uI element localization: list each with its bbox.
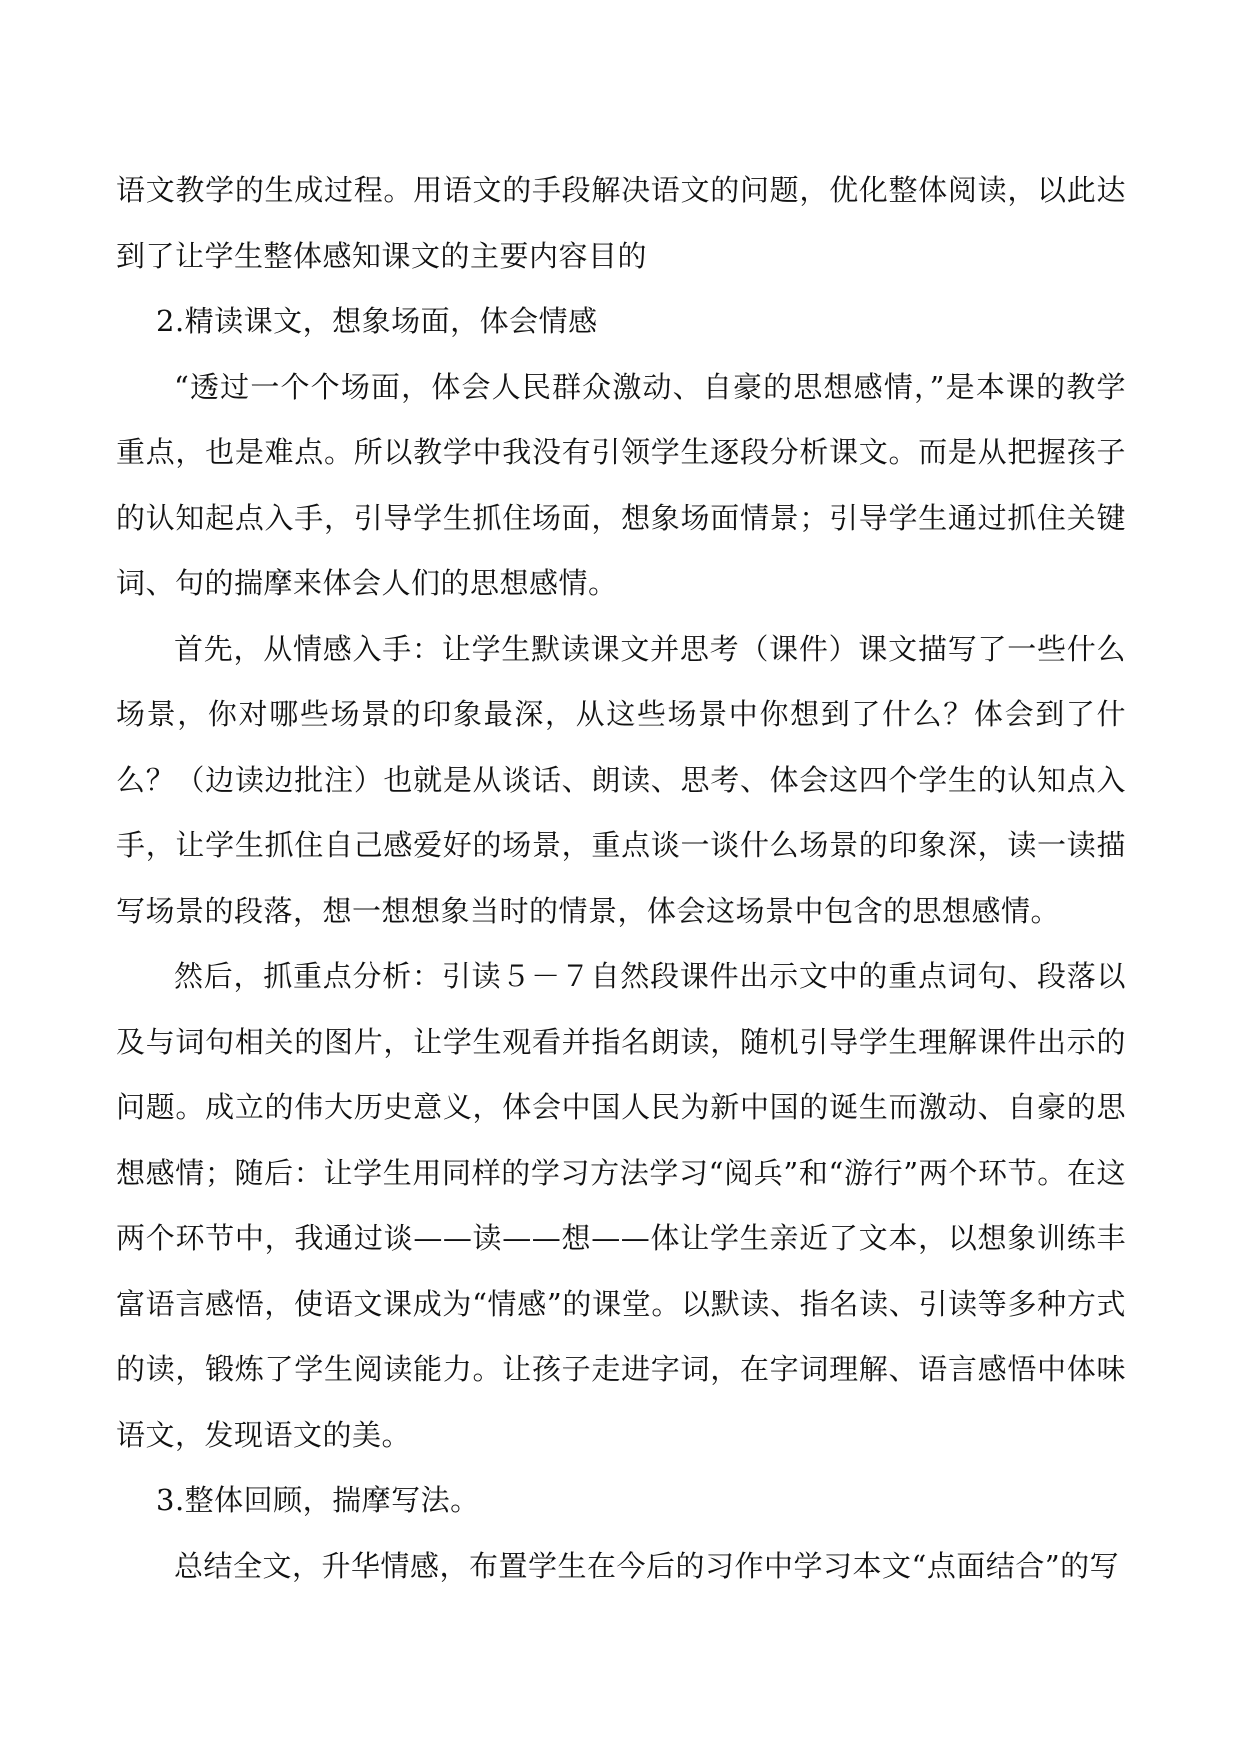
section-heading-3: 3.整体回顾，揣摩写法。 xyxy=(156,1483,480,1517)
paragraph-summary: 总结全文，升华情感，布置学生在今后的习作中学习本文“点面结合”的写 xyxy=(174,1548,1120,1583)
paragraph-then-step: 然后，抓重点分析：引读５－７自然段课件出示文中的重点词句、段落以及与词句相关的图片，让学生观看并指名朗读，随机引导学生理解课件出示的问题。成立的伟大历史意义，体会中国人民为新中国的诞生而激动、自豪的思想感情；随后：让学生用同样的学习方法学习“阅兵”和“游行”两个环节。在这两个环节中，我通过谈——读——想——体让学生亲近了文本，以想象训练丰富语言感悟，使语文课成为“情感”的课堂。以默读、指名读、引读等多种方式的读，锻炼了学生阅读能力。让孩子走进字词，在字词理解、语言感悟中体味语文，发现语文的美。 xyxy=(116,959,1126,1452)
paragraph-first-step: 首先，从情感入手：让学生默读课文并思考（课件）课文描写了一些什么场景，你对哪些场景的印象最深，从这些场景中你想到了什么？体会到了什么？（边读边批注）也就是从谈话、朗读、思考、体会这四个学生的认知点入手，让学生抓住自己感爱好的场景，重点谈一谈什么场景的印象深，读一读描写场景的段落，想一想想象当时的情景，体会这场景中包含的思想感情。 xyxy=(116,631,1126,928)
body-text xyxy=(116,158,1126,1599)
section-heading-2: 2.精读课文，想象场面，体会情感 xyxy=(156,304,598,338)
paragraph-teaching-focus: “透过一个个场面，体会人民群众激动、自豪的思想感情，”是本课的教学重点，也是难点。所以教学中我没有引领学生逐段分析课文。而是从把握孩子的认知起点入手，引导学生抓住场面，想象场面情景；引导学生通过抓住关键词、句的揣摩来体会人们的思想感情。 xyxy=(116,369,1126,600)
paragraph-continuation: 语文教学的生成过程。用语文的手段解决语文的问题，优化整体阅读，以此达到了让学生整体感知课文的主要内容目的 xyxy=(116,173,1126,273)
